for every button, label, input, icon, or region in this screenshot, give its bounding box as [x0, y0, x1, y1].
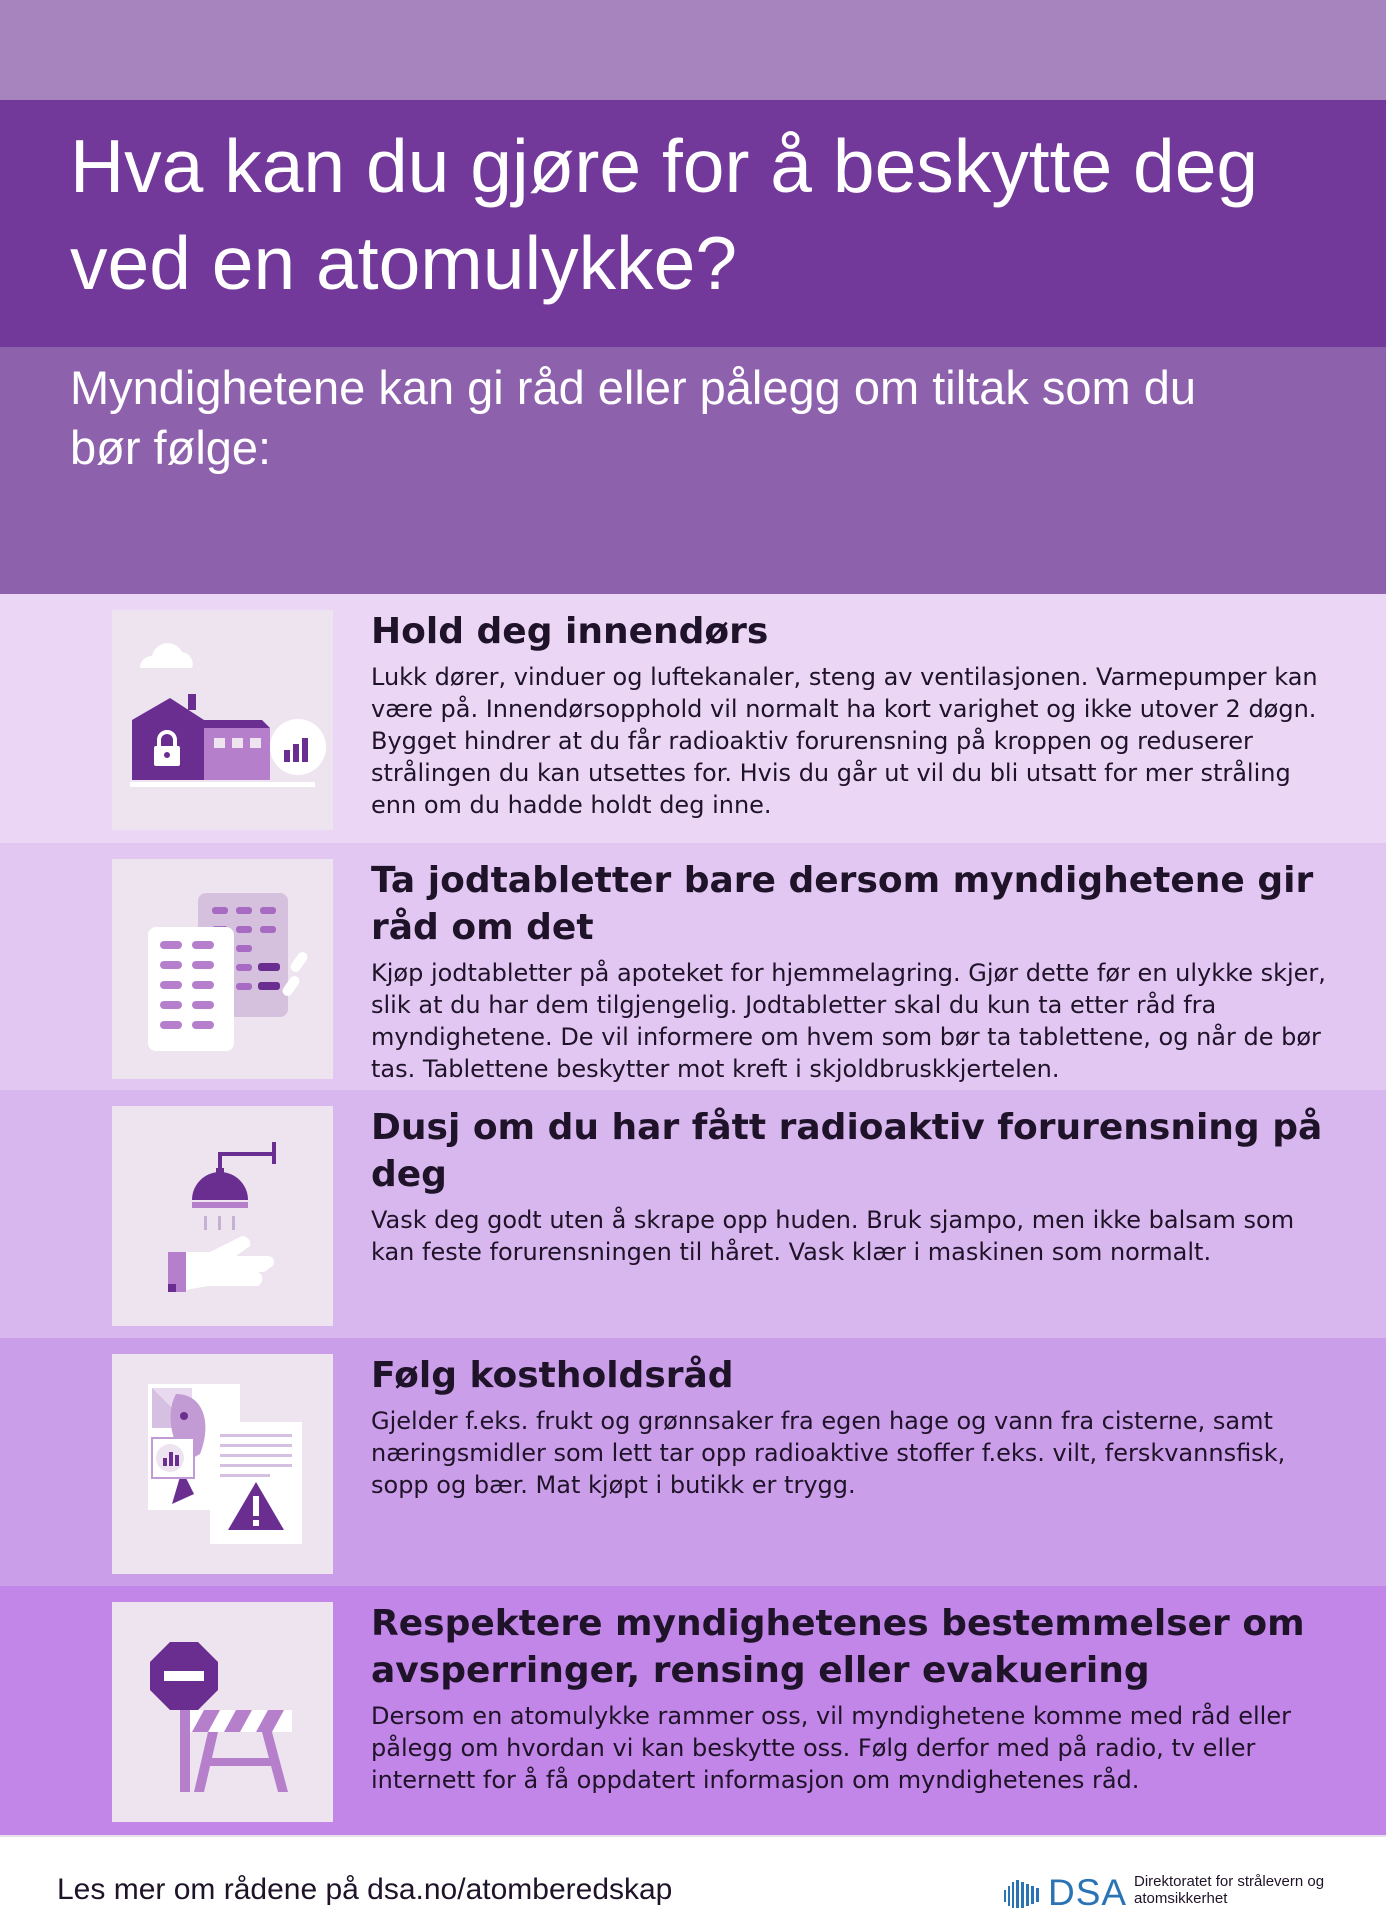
tip-text	[371, 1352, 1331, 1501]
tip-text	[371, 857, 1331, 1085]
tip-icon-box	[112, 1106, 333, 1326]
tip-text	[371, 1104, 1331, 1268]
page-subtitle: Myndighetene kan gi råd eller pålegg om tiltak som du bør følge:	[70, 361, 1197, 474]
page-title: Hva kan du gjøre for å beskytte deg ved en atomulykke?	[70, 124, 1259, 305]
top-band	[0, 0, 1386, 100]
tip-iodine-tablets	[0, 843, 1386, 1090]
tip-body: Vask deg godt uten å skrape opp huden. Bruk sjampo, men ikke balsam som kan feste forurensningen til håret. Vask klær i maskinen som normalt.	[371, 1206, 1295, 1266]
tip-icon-box	[112, 859, 333, 1079]
dsa-logo-full-name: Direktoratet for strålevern og atomsikkerhet	[1134, 1873, 1325, 1907]
tip-title: Respektere myndighetenes bestemmelser om avsperringer, rensing eller evakuering	[371, 1603, 1305, 1691]
tip-icon-box	[112, 610, 333, 830]
tip-body: Gjelder f.eks. frukt og grønnsaker fra egen hage og vann fra cisterne, samt næringsmidler som lett tar opp radioaktive stoffer f.eks. vilt, ferskvannsfisk, sopp og bær. Mat kjøpt i butikk er trygg.	[371, 1407, 1286, 1499]
tip-body: Lukk dører, vinduer og luftekanaler, steng av ventilasjonen. Varmepumper kan være på. Innendørsopphold vil normalt ha kort varighet og ikke utover 2 døgn. Bygget hindrer at du får radioaktiv forurensning på kroppen og reduserer strålingen du kan utsettes for. Hvis du går ut vil du bli utsatt for mer stråling enn om du hadde holdt deg inne.	[371, 663, 1318, 819]
stop-sign-barrier-icon	[112, 1602, 333, 1822]
tip-text	[371, 1600, 1331, 1796]
dsa-logo-abbreviation: DSA	[1048, 1872, 1128, 1913]
footer-link-text[interactable]: Les mer om rådene på dsa.no/atomberedskap	[57, 1873, 673, 1906]
tip-title: Hold deg innendørs	[371, 611, 769, 652]
tip-body: Kjøp jodtabletter på apoteket for hjemmelagring. Gjør dette før en ulykke skjer, slik at du har dem tilgjengelig. Jodtabletter skal du kun ta etter råd fra myndighetene. De vil informere om hvem som bør ta tablettene, og når de bør tas. Tablettene beskytter mot kreft i skjoldbruskkjertelen.	[371, 959, 1326, 1083]
tip-body: Dersom en atomulykke rammer oss, vil myndighetene komme med råd eller pålegg om hvordan vi kan beskytte oss. Følg derfor med på radio, tv eller internett for å få oppdatert informasjon om myndighetenes råd.	[371, 1702, 1291, 1794]
shower-hand-icon	[112, 1106, 333, 1326]
dsa-logo-bars-icon	[1004, 1880, 1042, 1908]
fish-warning-document-icon	[112, 1354, 333, 1574]
dsa-logo	[1004, 1858, 1354, 1914]
tip-title: Følg kostholdsråd	[371, 1355, 734, 1396]
tip-icon-box	[112, 1354, 333, 1574]
tip-title: Ta jodtabletter bare dersom myndighetene gir råd om det	[371, 860, 1314, 948]
tip-respect-regulations	[0, 1586, 1386, 1835]
pill-packs-icon	[112, 859, 333, 1079]
tip-diet-advice	[0, 1338, 1386, 1586]
tip-stay-indoors	[0, 594, 1386, 843]
tip-icon-box	[112, 1602, 333, 1822]
tip-title: Dusj om du har fått radioaktiv forurensning på deg	[371, 1107, 1323, 1195]
tip-text	[371, 608, 1331, 821]
tip-shower	[0, 1090, 1386, 1338]
house-lock-icon	[112, 610, 333, 830]
footer-divider	[0, 1835, 1386, 1837]
